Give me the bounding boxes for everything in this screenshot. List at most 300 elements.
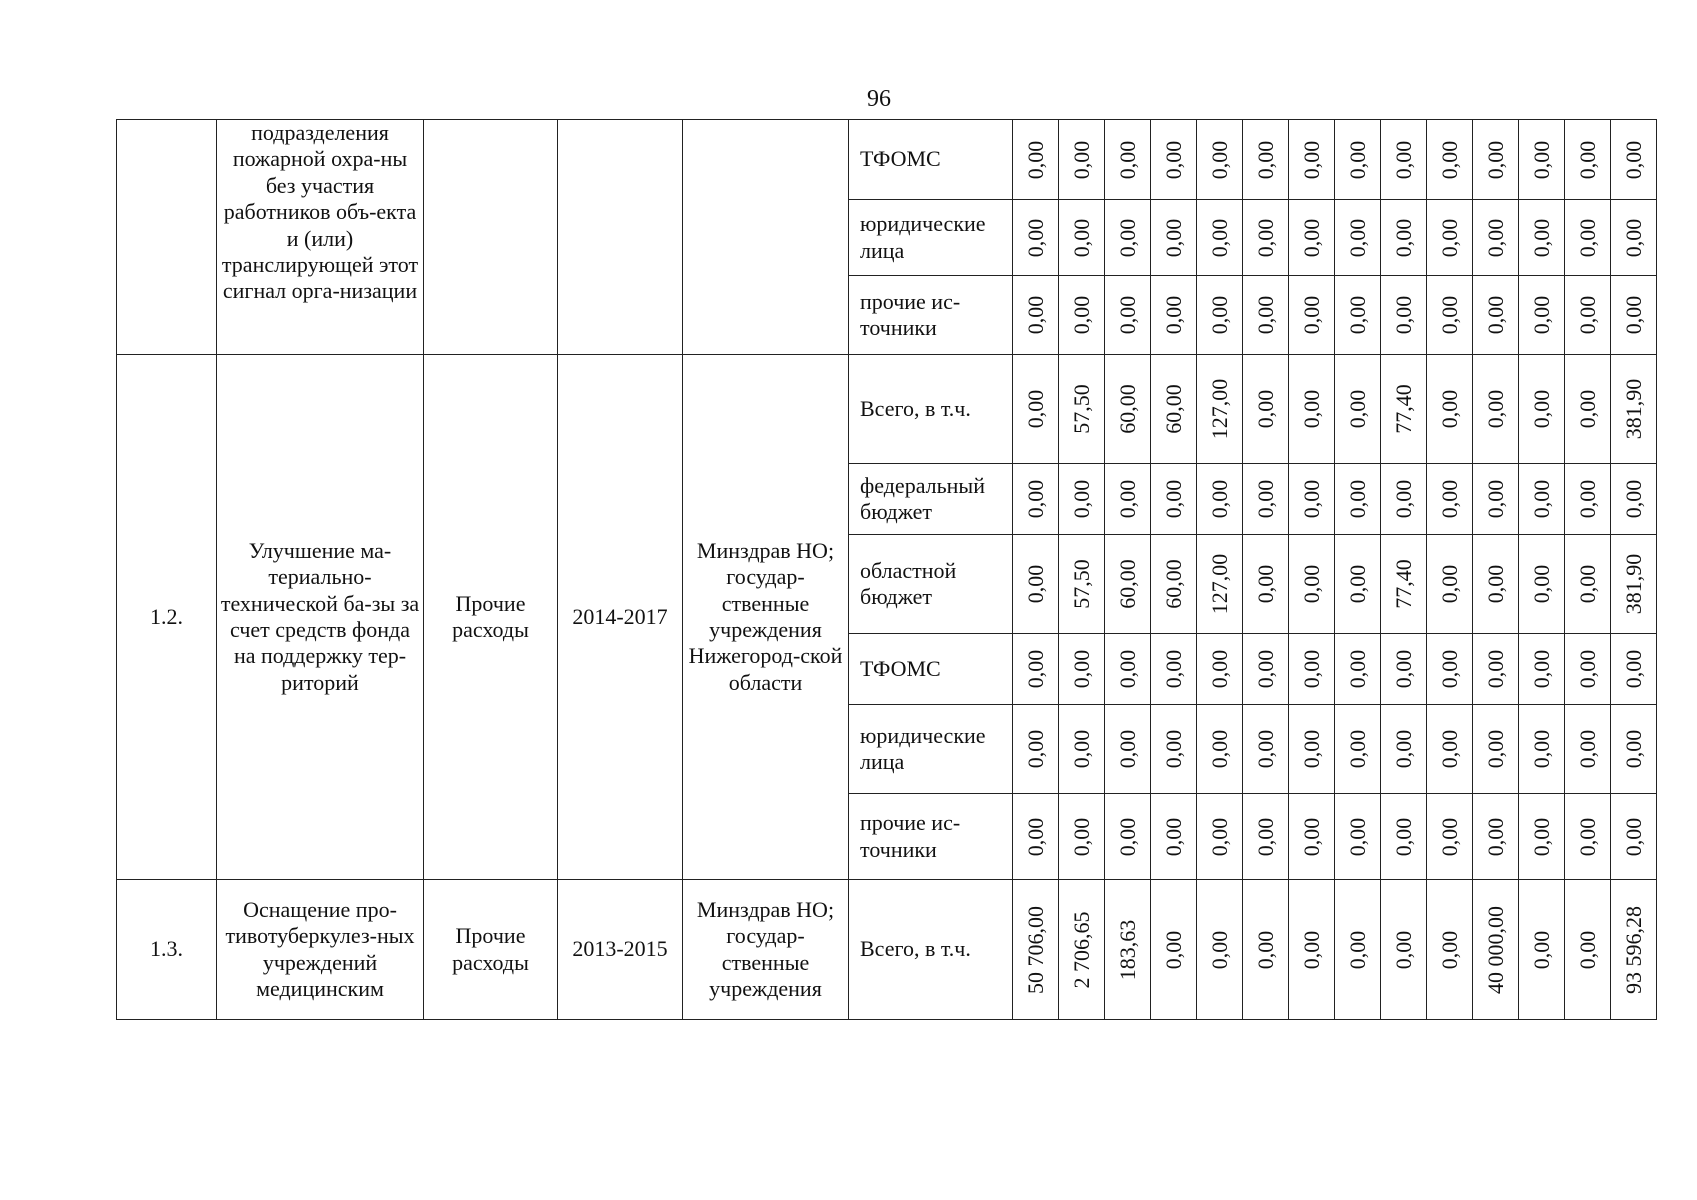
value-text: 0,00 (1252, 140, 1278, 179)
value-text: 0,00 (1068, 218, 1094, 257)
value-cell (1151, 200, 1197, 276)
value-text: 57,50 (1068, 384, 1094, 434)
value-text: 0,00 (1068, 140, 1094, 179)
value-cell (1335, 464, 1381, 535)
value-text: 0,00 (1390, 218, 1416, 257)
value-cell (1427, 276, 1473, 355)
value-text: 0,00 (1252, 930, 1278, 969)
value-cell (1197, 794, 1243, 880)
funding-source: юридические лица (849, 705, 1013, 794)
value-cell (1013, 535, 1059, 634)
value-cell (1059, 535, 1105, 634)
value-cell (1611, 705, 1657, 794)
value-text: 0,00 (1390, 930, 1416, 969)
funding-source: Всего, в т.ч. (849, 355, 1013, 464)
value-cell (1473, 120, 1519, 200)
value-cell (1565, 705, 1611, 794)
value-text: 0,00 (1436, 389, 1462, 429)
item-number: 1.2. (117, 355, 217, 880)
value-text: 0,00 (1482, 140, 1508, 179)
value-text: 0,00 (1344, 218, 1370, 257)
value-text: 0,00 (1574, 564, 1600, 604)
expense-type: Прочие расходы (424, 355, 558, 880)
value-text: 0,00 (1252, 649, 1278, 689)
value-cell (1335, 276, 1381, 355)
value-cell (1013, 355, 1059, 464)
value-cell (1059, 880, 1105, 1020)
value-cell (1335, 120, 1381, 200)
value-text: 0,00 (1344, 389, 1370, 429)
value-cell (1059, 794, 1105, 880)
value-cell (1059, 705, 1105, 794)
value-cell (1289, 705, 1335, 794)
value-cell (1427, 880, 1473, 1020)
value-text: 127,00 (1206, 378, 1232, 440)
value-text: 0,00 (1574, 218, 1600, 257)
value-text: 0,00 (1022, 479, 1048, 519)
value-cell (1611, 535, 1657, 634)
value-cell (1105, 355, 1151, 464)
value-text: 0,00 (1620, 218, 1646, 257)
value-text: 0,00 (1022, 140, 1048, 179)
funding-source: федеральный бюджет (849, 464, 1013, 535)
page-number: 96 (867, 86, 891, 112)
value-text: 60,00 (1160, 384, 1186, 434)
value-text: 0,00 (1114, 140, 1140, 179)
value-text: 0,00 (1528, 729, 1554, 769)
value-cell (1059, 276, 1105, 355)
value-cell (1105, 276, 1151, 355)
value-text: 60,00 (1160, 559, 1186, 609)
item-number (117, 120, 217, 355)
value-cell (1289, 276, 1335, 355)
value-text: 0,00 (1206, 930, 1232, 969)
value-cell (1473, 794, 1519, 880)
value-text: 0,00 (1344, 817, 1370, 856)
value-text: 0,00 (1160, 930, 1186, 969)
value-text: 0,00 (1114, 295, 1140, 335)
value-text: 0,00 (1574, 930, 1600, 969)
value-text: 0,00 (1022, 389, 1048, 429)
value-cell (1151, 120, 1197, 200)
value-cell (1519, 200, 1565, 276)
value-text: 0,00 (1620, 729, 1646, 769)
value-cell (1289, 120, 1335, 200)
value-text: 0,00 (1390, 729, 1416, 769)
value-cell (1105, 120, 1151, 200)
value-text: 0,00 (1114, 649, 1140, 689)
value-text: 0,00 (1252, 564, 1278, 604)
value-text: 0,00 (1620, 817, 1646, 856)
value-cell (1381, 120, 1427, 200)
value-text: 77,40 (1390, 559, 1416, 609)
value-text: 0,00 (1344, 729, 1370, 769)
value-cell (1243, 276, 1289, 355)
value-text: 0,00 (1206, 140, 1232, 179)
value-text: 0,00 (1068, 295, 1094, 335)
value-cell (1289, 535, 1335, 634)
value-text: 0,00 (1114, 218, 1140, 257)
value-cell (1151, 535, 1197, 634)
value-cell (1565, 535, 1611, 634)
value-cell (1565, 464, 1611, 535)
value-text: 0,00 (1574, 817, 1600, 856)
value-cell (1151, 355, 1197, 464)
value-cell (1335, 634, 1381, 705)
value-cell (1473, 276, 1519, 355)
item-number: 1.3. (117, 880, 217, 1020)
executor (683, 120, 849, 355)
value-cell (1243, 634, 1289, 705)
value-text: 60,00 (1114, 559, 1140, 609)
value-text: 0,00 (1114, 729, 1140, 769)
value-text: 0,00 (1298, 218, 1324, 257)
value-text: 0,00 (1528, 649, 1554, 689)
value-cell (1565, 794, 1611, 880)
value-cell (1197, 355, 1243, 464)
value-cell (1151, 276, 1197, 355)
value-cell (1565, 355, 1611, 464)
value-text: 60,00 (1114, 384, 1140, 434)
value-text: 0,00 (1436, 729, 1462, 769)
value-cell (1289, 880, 1335, 1020)
value-cell (1059, 634, 1105, 705)
table-row (117, 355, 1657, 464)
value-cell (1243, 794, 1289, 880)
value-cell (1105, 634, 1151, 705)
value-text: 0,00 (1022, 564, 1048, 604)
value-text: 0,00 (1344, 479, 1370, 519)
expense-type (424, 120, 558, 355)
table-row (117, 880, 1657, 1020)
value-cell (1381, 705, 1427, 794)
value-text: 0,00 (1160, 479, 1186, 519)
value-text: 0,00 (1068, 729, 1094, 769)
value-text: 0,00 (1574, 479, 1600, 519)
value-text: 0,00 (1436, 295, 1462, 335)
implementation-period (558, 120, 683, 355)
value-text: 0,00 (1390, 140, 1416, 179)
value-cell (1243, 464, 1289, 535)
value-cell (1197, 535, 1243, 634)
value-cell (1197, 634, 1243, 705)
funding-source: областной бюджет (849, 535, 1013, 634)
value-text: 0,00 (1620, 479, 1646, 519)
value-cell (1105, 535, 1151, 634)
table-row (117, 120, 1657, 200)
value-cell (1013, 200, 1059, 276)
value-cell (1611, 355, 1657, 464)
value-cell (1565, 634, 1611, 705)
value-cell (1197, 705, 1243, 794)
value-cell (1427, 794, 1473, 880)
value-cell (1381, 200, 1427, 276)
value-text: 0,00 (1482, 389, 1508, 429)
value-cell (1151, 464, 1197, 535)
value-text: 0,00 (1620, 140, 1646, 179)
value-text: 0,00 (1022, 218, 1048, 257)
value-text: 0,00 (1298, 564, 1324, 604)
value-cell (1151, 794, 1197, 880)
value-cell (1335, 705, 1381, 794)
value-text: 0,00 (1298, 817, 1324, 856)
value-cell (1427, 464, 1473, 535)
value-cell (1059, 464, 1105, 535)
item-name: подразделения пожарной охра-ны без участия работников объ-екта и (или) транслирующей этот сигнал орга-низации (217, 120, 424, 355)
value-text: 93 596,28 (1620, 905, 1646, 994)
value-text: 0,00 (1206, 218, 1232, 257)
value-text: 0,00 (1206, 817, 1232, 856)
value-text: 0,00 (1160, 218, 1186, 257)
value-text: 0,00 (1390, 295, 1416, 335)
value-text: 0,00 (1482, 479, 1508, 519)
value-cell (1473, 355, 1519, 464)
value-cell (1611, 634, 1657, 705)
value-cell (1611, 464, 1657, 535)
value-text: 0,00 (1344, 140, 1370, 179)
value-text: 0,00 (1482, 649, 1508, 689)
funding-source: прочие ис-точники (849, 794, 1013, 880)
value-text: 0,00 (1114, 479, 1140, 519)
value-text: 50 706,00 (1022, 905, 1048, 994)
value-cell (1243, 355, 1289, 464)
value-cell (1105, 705, 1151, 794)
value-cell (1565, 200, 1611, 276)
value-cell (1013, 634, 1059, 705)
funding-source: юридические лица (849, 200, 1013, 276)
value-text: 0,00 (1528, 295, 1554, 335)
value-cell (1013, 880, 1059, 1020)
value-text: 0,00 (1620, 649, 1646, 689)
value-text: 0,00 (1574, 389, 1600, 429)
value-cell (1381, 276, 1427, 355)
funding-table (116, 119, 1657, 1020)
value-cell (1151, 634, 1197, 705)
value-cell (1519, 355, 1565, 464)
value-text: 0,00 (1574, 729, 1600, 769)
value-cell (1105, 200, 1151, 276)
value-text: 0,00 (1068, 649, 1094, 689)
value-cell (1151, 880, 1197, 1020)
value-cell (1473, 634, 1519, 705)
value-cell (1427, 705, 1473, 794)
value-text: 381,90 (1620, 378, 1646, 440)
value-cell (1381, 355, 1427, 464)
value-cell (1335, 200, 1381, 276)
value-cell (1519, 120, 1565, 200)
value-text: 0,00 (1390, 817, 1416, 856)
value-cell (1335, 880, 1381, 1020)
value-text: 0,00 (1298, 930, 1324, 969)
value-cell (1473, 705, 1519, 794)
value-text: 183,63 (1114, 919, 1140, 980)
value-text: 0,00 (1298, 479, 1324, 519)
value-text: 0,00 (1160, 729, 1186, 769)
value-text: 0,00 (1252, 479, 1278, 519)
value-cell (1013, 120, 1059, 200)
value-text: 57,50 (1068, 559, 1094, 609)
value-cell (1243, 120, 1289, 200)
value-text: 0,00 (1298, 140, 1324, 179)
value-text: 0,00 (1528, 389, 1554, 429)
value-text: 0,00 (1206, 295, 1232, 335)
value-text: 0,00 (1114, 817, 1140, 856)
value-cell (1473, 535, 1519, 634)
value-cell (1243, 880, 1289, 1020)
executor: Минздрав НО; государ-ственные учреждения (683, 880, 849, 1020)
value-text: 0,00 (1528, 140, 1554, 179)
value-cell (1519, 464, 1565, 535)
value-text: 0,00 (1344, 649, 1370, 689)
value-cell (1611, 200, 1657, 276)
value-text: 0,00 (1298, 649, 1324, 689)
value-cell (1059, 120, 1105, 200)
value-cell (1289, 355, 1335, 464)
value-cell (1611, 276, 1657, 355)
value-cell (1105, 880, 1151, 1020)
value-cell (1381, 634, 1427, 705)
value-text: 381,90 (1620, 553, 1646, 615)
value-cell (1289, 794, 1335, 880)
value-text: 0,00 (1298, 729, 1324, 769)
funding-source: Всего, в т.ч. (849, 880, 1013, 1020)
value-text: 0,00 (1482, 218, 1508, 257)
value-text: 0,00 (1252, 817, 1278, 856)
value-text: 0,00 (1574, 649, 1600, 689)
item-name: Улучшение ма-териально-технической ба-зы за счет средств фонда на поддержку тер-риторий (217, 355, 424, 880)
item-name: Оснащение про-тивотуберкулез-ных учреждений медицинским (217, 880, 424, 1020)
funding-source: прочие ис-точники (849, 276, 1013, 355)
value-text: 0,00 (1022, 817, 1048, 856)
value-cell (1427, 355, 1473, 464)
value-cell (1335, 355, 1381, 464)
value-cell (1427, 120, 1473, 200)
value-text: 0,00 (1022, 649, 1048, 689)
value-text: 0,00 (1022, 729, 1048, 769)
value-cell (1473, 200, 1519, 276)
value-cell (1519, 535, 1565, 634)
value-cell (1197, 120, 1243, 200)
value-cell (1565, 880, 1611, 1020)
value-cell (1381, 464, 1427, 535)
value-text: 0,00 (1528, 564, 1554, 604)
value-cell (1381, 794, 1427, 880)
value-text: 0,00 (1298, 389, 1324, 429)
value-text: 0,00 (1252, 218, 1278, 257)
value-text: 0,00 (1160, 649, 1186, 689)
value-text: 0,00 (1068, 479, 1094, 519)
value-text: 0,00 (1528, 218, 1554, 257)
value-cell (1611, 120, 1657, 200)
value-cell (1151, 705, 1197, 794)
value-cell (1381, 535, 1427, 634)
value-cell (1197, 880, 1243, 1020)
value-text: 0,00 (1528, 479, 1554, 519)
value-cell (1427, 634, 1473, 705)
value-cell (1519, 634, 1565, 705)
value-cell (1565, 276, 1611, 355)
value-cell (1013, 794, 1059, 880)
value-cell (1611, 880, 1657, 1020)
value-text: 0,00 (1160, 140, 1186, 179)
value-cell (1519, 794, 1565, 880)
value-text: 0,00 (1574, 295, 1600, 335)
value-text: 0,00 (1252, 389, 1278, 429)
value-text: 0,00 (1436, 564, 1462, 604)
value-cell (1059, 200, 1105, 276)
value-cell (1289, 200, 1335, 276)
value-text: 0,00 (1482, 295, 1508, 335)
value-cell (1243, 705, 1289, 794)
value-text: 0,00 (1344, 295, 1370, 335)
value-cell (1519, 880, 1565, 1020)
value-cell (1473, 464, 1519, 535)
value-text: 0,00 (1436, 218, 1462, 257)
value-text: 0,00 (1344, 930, 1370, 969)
expense-type: Прочие расходы (424, 880, 558, 1020)
value-text: 0,00 (1344, 564, 1370, 604)
value-cell (1197, 200, 1243, 276)
value-cell (1289, 464, 1335, 535)
value-text: 77,40 (1390, 384, 1416, 434)
value-cell (1197, 276, 1243, 355)
value-cell (1197, 464, 1243, 535)
value-cell (1289, 634, 1335, 705)
value-cell (1565, 120, 1611, 200)
value-text: 0,00 (1436, 479, 1462, 519)
value-text: 0,00 (1390, 649, 1416, 689)
funding-source: ТФОМС (849, 120, 1013, 200)
value-cell (1611, 794, 1657, 880)
value-text: 0,00 (1022, 295, 1048, 335)
value-cell (1519, 276, 1565, 355)
implementation-period: 2014-2017 (558, 355, 683, 880)
value-text: 0,00 (1620, 295, 1646, 335)
value-text: 40 000,00 (1482, 905, 1508, 994)
executor: Минздрав НО; государ-ственные учреждения Нижегород-ской области (683, 355, 849, 880)
value-text: 0,00 (1436, 140, 1462, 179)
value-text: 0,00 (1252, 729, 1278, 769)
value-cell (1243, 535, 1289, 634)
value-text: 0,00 (1436, 930, 1462, 969)
value-cell (1335, 794, 1381, 880)
implementation-period: 2013-2015 (558, 880, 683, 1020)
value-text: 0,00 (1436, 649, 1462, 689)
value-cell (1013, 464, 1059, 535)
value-text: 0,00 (1160, 295, 1186, 335)
value-cell (1105, 794, 1151, 880)
value-cell (1473, 880, 1519, 1020)
value-text: 0,00 (1206, 729, 1232, 769)
value-cell (1059, 355, 1105, 464)
value-text: 0,00 (1528, 817, 1554, 856)
value-cell (1105, 464, 1151, 535)
value-text: 0,00 (1206, 649, 1232, 689)
value-text: 0,00 (1390, 479, 1416, 519)
value-text: 0,00 (1482, 564, 1508, 604)
value-cell (1013, 705, 1059, 794)
value-text: 0,00 (1206, 479, 1232, 519)
value-text: 127,00 (1206, 553, 1232, 615)
value-text: 0,00 (1482, 817, 1508, 856)
value-text: 0,00 (1574, 140, 1600, 179)
value-cell (1013, 276, 1059, 355)
value-text: 0,00 (1482, 729, 1508, 769)
value-cell (1427, 200, 1473, 276)
value-text: 0,00 (1252, 295, 1278, 335)
value-cell (1427, 535, 1473, 634)
value-text: 0,00 (1528, 930, 1554, 969)
